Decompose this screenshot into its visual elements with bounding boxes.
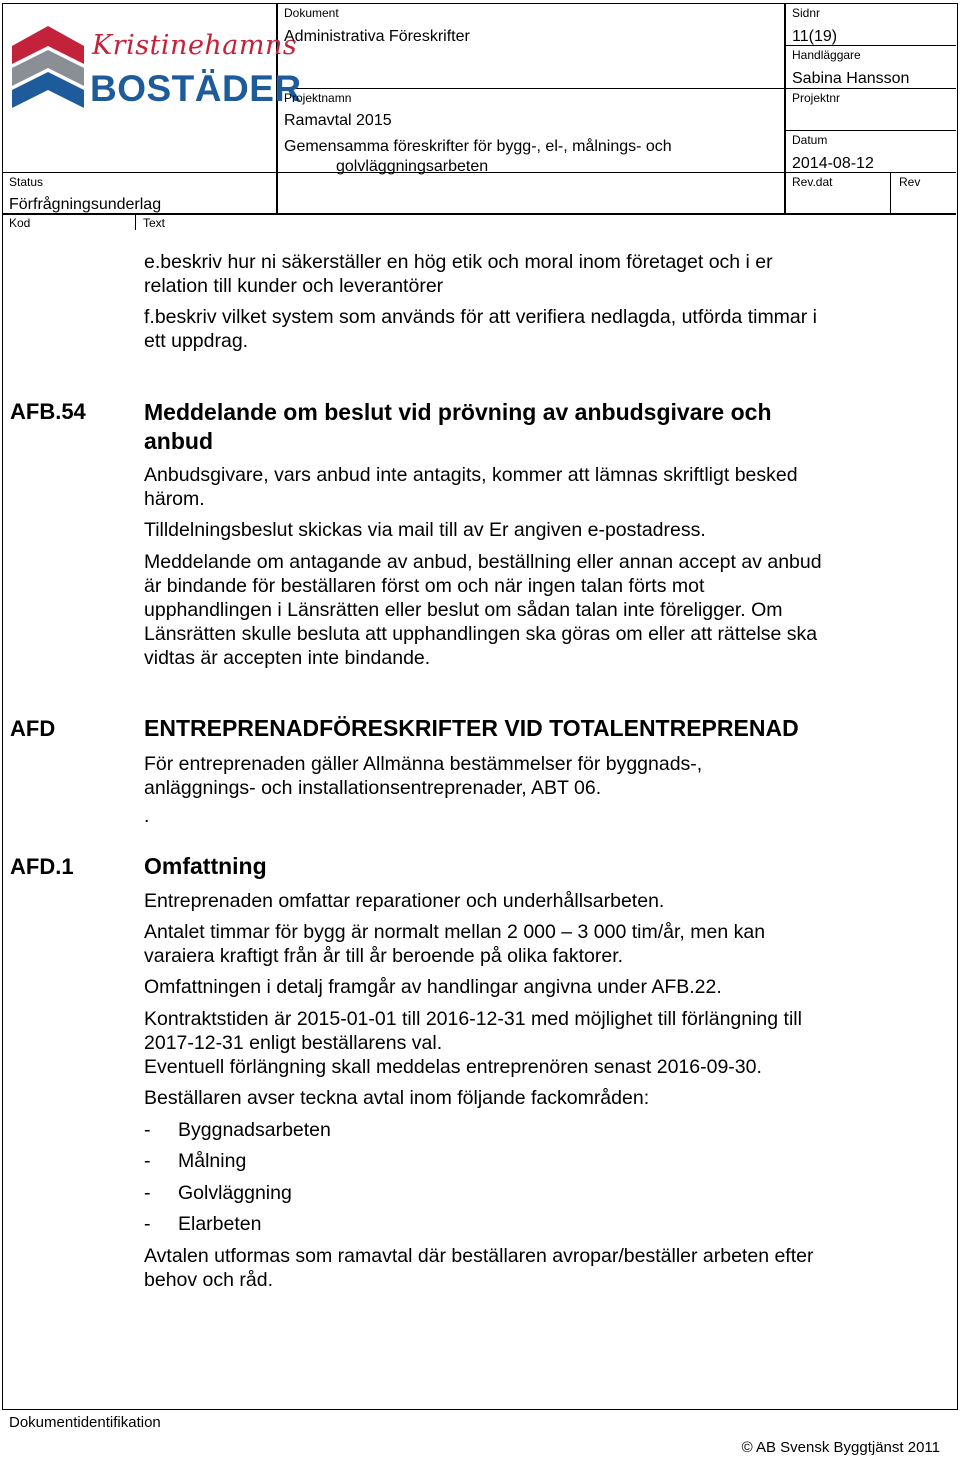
- afd-p1-line-3: .: [144, 805, 150, 827]
- section-code-afd: AFD: [10, 716, 56, 741]
- logo-script-text: Kristinehamns: [92, 30, 298, 61]
- afd1-p6-line-2: behov och råd.: [144, 1269, 274, 1291]
- bullet-dash: -: [144, 1119, 151, 1141]
- datum-value: 2014-08-12: [792, 155, 874, 172]
- projektnamn-value-1: Ramavtal 2015: [284, 112, 392, 129]
- afb54-title-2: anbud: [144, 428, 213, 454]
- afb54-p3-line-3: upphandlingen i Länsrätten eller beslut om sådan talan inte föreligger. Om: [144, 599, 783, 621]
- projektnamn-label: Projektnamn: [284, 91, 352, 105]
- status-value: Förfrågningsunderlag: [9, 196, 162, 213]
- rev-label: Rev: [899, 175, 921, 189]
- section-code-afd1: AFD.1: [10, 854, 74, 879]
- doc-id-label: Dokumentidentifikation: [9, 1414, 161, 1431]
- list-item-label: Elarbeten: [178, 1213, 262, 1235]
- afb54-title-1: Meddelande om beslut vid prövning av anbudsgivare och: [144, 399, 772, 425]
- afd1-p4-line-2: 2017-12-31 enligt beställarens val.: [144, 1032, 443, 1054]
- afd-p1-line-1: För entreprenaden gäller Allmänna bestämmelser för byggnads-,: [144, 753, 703, 775]
- intro-f-line-2: ett uppdrag.: [144, 330, 249, 352]
- afb54-p3-line-1: Meddelande om antagande av anbud, beställning eller annan accept av anbud: [144, 551, 822, 573]
- list-item: [144, 1181, 292, 1205]
- status-label: Status: [9, 175, 44, 189]
- intro-f-line-1: f.beskriv vilket system som används för att verifiera nedlagda, utförda timmar i: [144, 306, 818, 328]
- list-item: [144, 1118, 331, 1142]
- projektnamn-value-3: golvläggningsarbeten: [336, 158, 489, 175]
- afd-title: ENTREPRENADFÖRESKRIFTER VID TOTALENTREPRENAD: [144, 715, 799, 741]
- revdat-label: Rev.dat: [792, 175, 833, 189]
- sidnr-value: 11(19): [792, 28, 838, 45]
- dokument-value: Administrativa Föreskrifter: [284, 28, 470, 45]
- logo-word-text: BOSTÄDER: [90, 68, 302, 109]
- afd1-title: Omfattning: [144, 853, 267, 879]
- afd-p1-line-2: anläggnings- och installationsentreprenader, ABT 06.: [144, 777, 602, 799]
- bullet-dash: -: [144, 1150, 151, 1172]
- bullet-dash: -: [144, 1213, 151, 1235]
- afb54-p2: Tilldelningsbeslut skickas via mail till av Er angiven e-postadress.: [144, 519, 706, 541]
- list-item: [144, 1212, 261, 1236]
- afb54-p1-line-1: Anbudsgivare, vars anbud inte antagits, kommer att lämnas skriftligt besked: [144, 464, 798, 486]
- afb54-p1-line-2: härom.: [144, 488, 205, 510]
- section-code-afb54: AFB.54: [10, 399, 86, 424]
- list-item-label: Golvläggning: [178, 1182, 292, 1204]
- dokument-label: Dokument: [284, 6, 339, 20]
- afd1-p1: Entreprenaden omfattar reparationer och underhållsarbeten.: [144, 890, 665, 912]
- text-label: Text: [143, 216, 166, 230]
- projektnamn-value-2: Gemensamma föreskrifter för bygg-, el-, målnings- och: [284, 138, 672, 155]
- company-logo: [8, 22, 302, 122]
- logo-house-icon: [8, 24, 86, 116]
- afb54-p3-line-4: Länsrätten skulle besluta att upphandlingen ska göras om eller att rättelse ska: [144, 623, 818, 645]
- afd1-p5: Beställaren avser teckna avtal inom följande fackområden:: [144, 1087, 650, 1109]
- projektnr-label: Projektnr: [792, 91, 841, 105]
- afd1-p2-line-1: Antalet timmar för bygg är normalt mellan 2 000 – 3 000 tim/år, men kan: [144, 921, 766, 943]
- datum-label: Datum: [792, 133, 828, 147]
- intro-e-line-2: relation till kunder och leverantörer: [144, 275, 444, 297]
- handlaggare-label: Handläggare: [792, 48, 861, 62]
- list-item-label: Byggnadsarbeten: [178, 1119, 331, 1141]
- list-item-label: Målning: [178, 1150, 247, 1172]
- copyright: © AB Svensk Byggtjänst 2011: [741, 1439, 940, 1456]
- sidnr-label: Sidnr: [792, 6, 821, 20]
- intro-e-line-1: e.beskriv hur ni säkerställer en hög etik och moral inom företaget och i er: [144, 251, 773, 273]
- afd1-p6-line-1: Avtalen utformas som ramavtal där beställaren avropar/beställer arbeten efter: [144, 1245, 814, 1267]
- afb54-p3-line-5: vidtas är accepten inte bindande.: [144, 647, 431, 669]
- handlaggare-value: Sabina Hansson: [792, 70, 910, 87]
- kod-label: Kod: [9, 216, 31, 230]
- afd1-p2-line-2: varaiera kraftigt från år till år beroende på olika faktorer.: [144, 945, 624, 967]
- afb54-p3-line-2: är bindande för beställaren först om och när ingen talan förts mot: [144, 575, 705, 597]
- list-item: [144, 1149, 246, 1173]
- afd1-p4-line-1: Kontraktstiden är 2015-01-01 till 2016-12-31 med möjlighet till förlängning till: [144, 1008, 802, 1030]
- bullet-dash: -: [144, 1182, 151, 1204]
- afd1-p3: Omfattningen i detalj framgår av handlingar angivna under AFB.22.: [144, 976, 722, 998]
- afd1-p4-line-3: Eventuell förlängning skall meddelas entreprenören senast 2016-09-30.: [144, 1056, 762, 1078]
